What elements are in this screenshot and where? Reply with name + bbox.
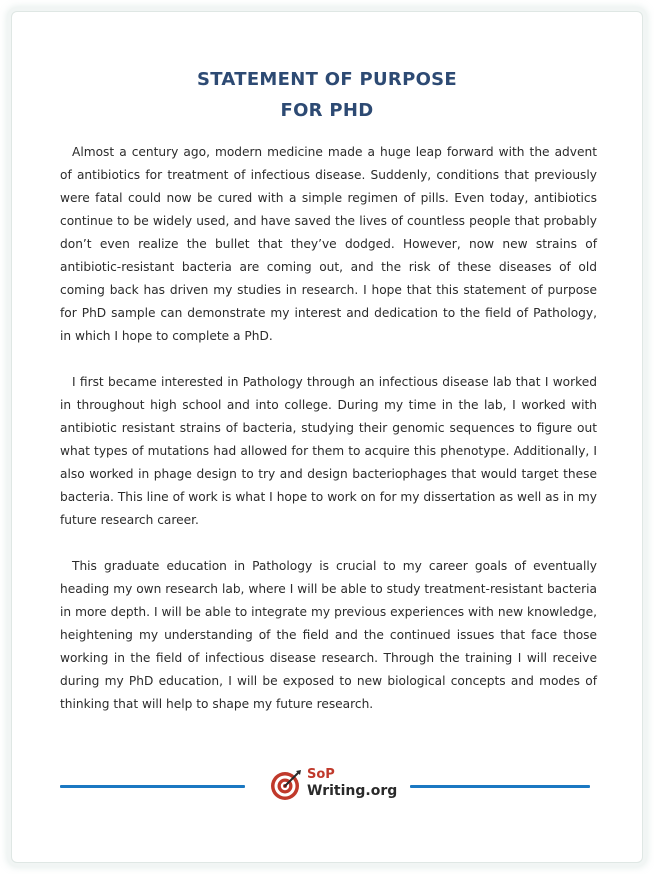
document-page <box>11 11 643 863</box>
footer-rule-right <box>410 785 590 788</box>
footer-rule-left <box>60 785 245 788</box>
logo-text-writing: Writing.org <box>307 783 398 799</box>
title-line-2: FOR PHD <box>280 100 374 121</box>
document-title <box>12 64 642 126</box>
paragraph-1: Almost a century ago, modern medicine made a huge leap forward with the advent of antibiotics for treatment of infectious disease. Suddenly, conditions that previously were fatal could now be cured with a simple regimen of pills. Even today, antibiotics continue to be widely used, and have saved the lives of countless people that probably don’t even realize the bullet that they’ve dodged. However, now new strains of antibiotic-resistant bacteria are coming out, and the risk of these diseases of old coming back has driven my studies in research. I hope that this statement of purpose for PhD sample can demonstrate my interest and dedication to the field of Pathology, in which I hope to complete a PhD. <box>60 145 597 343</box>
brand-logo <box>270 767 398 803</box>
title-line-1: STATEMENT OF PURPOSE <box>196 69 458 90</box>
logo-text-sop: SoP <box>307 767 335 782</box>
document-body <box>60 141 597 739</box>
paragraph-2: I first became interested in Pathology through an infectious disease lab that I worked in throughout high school and into college. During my time in the lab, I worked with antibiotic resistant strains of bacteria, studying their genomic sequences to figure out what types of mutations had allowed for them to acquire this phenotype. Additionally, I also worked in phage design to try and design bacteriophages that would target these bacteria. This line of work is what I hope to work on for my dissertation as well as in my future research career. <box>60 375 597 527</box>
target-arrow-icon <box>270 769 302 801</box>
paragraph-3: This graduate education in Pathology is crucial to my career goals of eventually heading my own research lab, where I will be able to study treatment-resistant bacteria in more depth. I will be able to integrate my previous experiences with new knowledge, heightening my understanding of the field and the continued issues that face those working in the field of infectious disease research. Through the training I will receive during my PhD education, I will be exposed to new biological concepts and modes of thinking that will help to shape my future research. <box>60 559 597 711</box>
footer <box>60 764 590 804</box>
